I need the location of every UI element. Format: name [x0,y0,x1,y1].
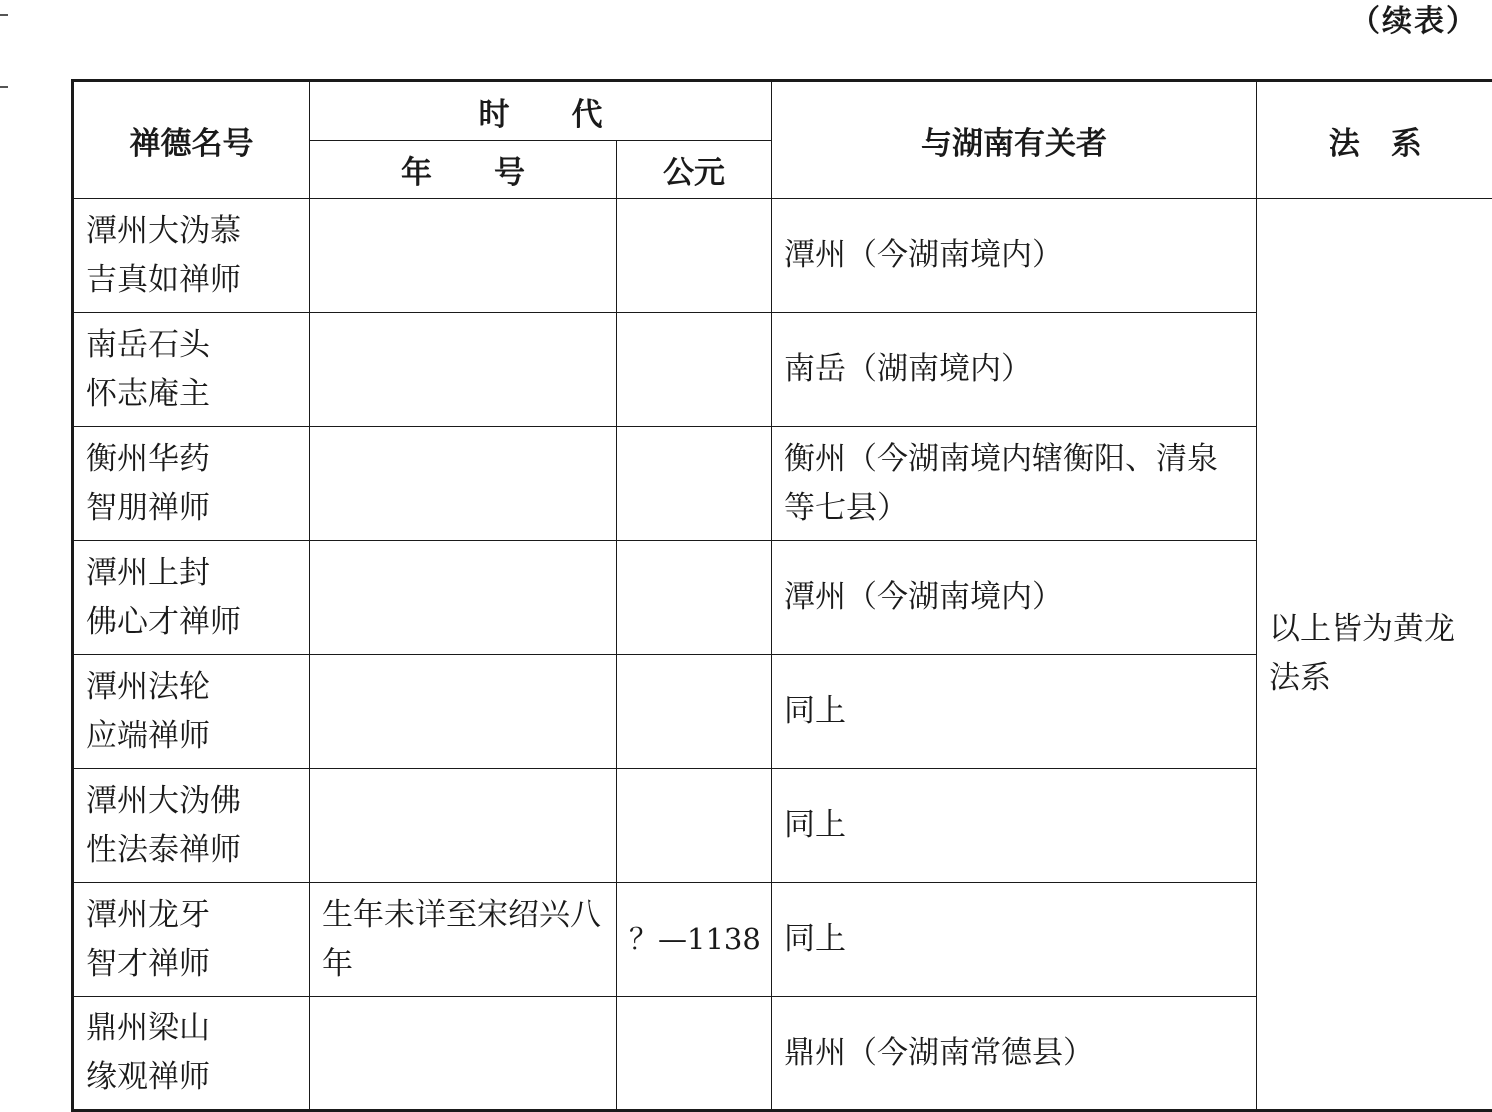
hunan-relation-cell: 同上 [772,769,1257,883]
margin-mark [0,14,8,16]
ad-year-cell: ？—1138 [617,883,772,997]
header-row [73,81,1492,141]
master-name-cell [73,199,310,313]
ad-year-cell [617,427,772,541]
ad-year-cell [617,541,772,655]
header-name: 禅德名号 [73,81,310,199]
master-name-cell [73,769,310,883]
master-name-line: 佛心才禅师 [86,603,241,640]
master-name-line: 应端禅师 [86,717,210,754]
master-name-line: 南岳石头 [86,326,210,363]
ad-year-cell [617,655,772,769]
master-name-cell [73,655,310,769]
master-name-line: 怀志庵主 [86,375,210,412]
master-name-cell [73,997,310,1111]
hunan-relation-cell: 潭州（今湖南境内） [772,541,1257,655]
era-name-cell [310,199,617,313]
master-name-cell [73,313,310,427]
master-name-line: 潭州大沩佛 [86,782,241,819]
hunan-relation-cell: 潭州（今湖南境内） [772,199,1257,313]
ad-year-cell [617,997,772,1111]
era-name-cell [310,655,617,769]
era-name-cell [310,997,617,1111]
master-name-line: 智才禅师 [86,945,210,982]
header-related: 与湖南有关者 [772,81,1257,199]
master-name-line: 潭州法轮 [86,668,210,705]
master-name-cell [73,883,310,997]
master-name-line: 潭州龙牙 [86,896,210,933]
chan-masters-table [71,79,1492,1112]
master-name-line: 潭州上封 [86,554,210,591]
era-name-cell [310,541,617,655]
master-name-line: 鼎州梁山 [86,1010,210,1046]
table-row [73,199,1492,313]
master-name-line: 智朋禅师 [86,489,210,526]
header-era-name: 年 号 [310,141,617,199]
master-name-line: 潭州大沩慕 [86,212,241,249]
era-name-cell: 生年未详至宋绍兴八年 [310,883,617,997]
hunan-relation-cell: 衡州（今湖南境内辖衡阳、清泉等七县） [772,427,1257,541]
header-era: 时 代 [310,81,772,141]
header-lineage: 法 系 [1257,81,1492,199]
master-name-cell [73,427,310,541]
header-ad: 公元 [617,141,772,199]
continued-label: （续表） [1350,4,1478,39]
hunan-relation-cell: 南岳（湖南境内） [772,313,1257,427]
master-name-line: 缘观禅师 [86,1059,210,1095]
master-name-line: 性法泰禅师 [86,831,241,868]
lineage-cell: 以上皆为黄龙法系 [1257,199,1492,1111]
era-name-cell [310,769,617,883]
ad-year-cell [617,313,772,427]
hunan-relation-cell: 鼎州（今湖南常德县） [772,997,1257,1111]
hunan-relation-cell: 同上 [772,655,1257,769]
ad-year-cell [617,769,772,883]
era-name-cell [310,313,617,427]
margin-mark [0,86,8,88]
master-name-line: 吉真如禅师 [86,261,241,298]
ad-year-cell [617,199,772,313]
hunan-relation-cell: 同上 [772,883,1257,997]
master-name-line: 衡州华药 [86,440,210,477]
era-name-cell [310,427,617,541]
master-name-cell [73,541,310,655]
